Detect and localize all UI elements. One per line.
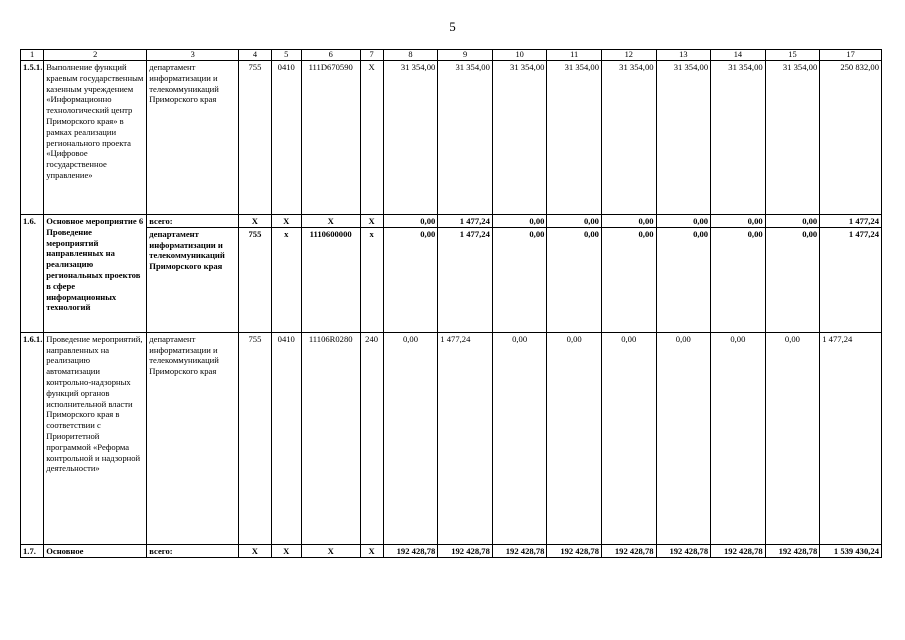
- value-cell: 0,00: [765, 215, 820, 228]
- value-cell: 31 354,00: [383, 61, 438, 215]
- value-cell: 192 428,78: [492, 544, 547, 557]
- grbs-code: Х: [239, 544, 271, 557]
- value-cell: 31 354,00: [711, 61, 766, 215]
- event-name: Основное: [44, 544, 147, 557]
- budget-table: [20, 49, 882, 558]
- vr-code: Х: [360, 61, 383, 215]
- row-number: 1.6.1.: [21, 332, 44, 544]
- rzpr-code: 0410: [271, 332, 301, 544]
- value-cell: 0,00: [383, 227, 438, 332]
- column-header: 4: [239, 50, 271, 61]
- table-row: [21, 61, 882, 215]
- table-header-row: [21, 50, 882, 61]
- csr-code: 1110600000: [301, 227, 360, 332]
- column-header: 12: [601, 50, 656, 61]
- value-cell: 31 354,00: [601, 61, 656, 215]
- total-cell: 1 539 430,24: [820, 544, 882, 557]
- executor: департамент информатизации и телекоммуникаций Приморского края: [147, 61, 239, 215]
- value-cell: 0,00: [547, 215, 602, 228]
- page-number: 5: [449, 19, 456, 34]
- value-cell: 1 477,24: [438, 332, 493, 544]
- total-label: всего:: [147, 544, 239, 557]
- csr-code: Х: [301, 544, 360, 557]
- value-cell: 0,00: [656, 332, 711, 544]
- grbs-code: 755: [239, 332, 271, 544]
- value-cell: 31 354,00: [765, 61, 820, 215]
- column-header: 10: [492, 50, 547, 61]
- table-row: [21, 215, 882, 228]
- value-cell: 31 354,00: [547, 61, 602, 215]
- value-cell: 0,00: [383, 332, 438, 544]
- executor: департамент информатизации и телекоммуникаций Приморского края: [147, 227, 239, 332]
- value-cell: 192 428,78: [383, 544, 438, 557]
- column-header: 8: [383, 50, 438, 61]
- rzpr-code: х: [271, 227, 301, 332]
- table-row: [21, 332, 882, 544]
- column-header: 17: [820, 50, 882, 61]
- value-cell: 0,00: [601, 332, 656, 544]
- rzpr-code: 0410: [271, 61, 301, 215]
- value-cell: 31 354,00: [438, 61, 493, 215]
- event-name: Проведение мероприятий, направленных на реализацию автоматизации контрольно-надзорных функций органов исполнительной власти Приморского края в соответствии с Приоритетной программой «Реформа контрольной и надзорной деятельности»: [44, 332, 147, 544]
- total-cell: 1 477,24: [820, 215, 882, 228]
- value-cell: 0,00: [492, 332, 547, 544]
- value-cell: 0,00: [492, 227, 547, 332]
- total-cell: 250 832,00: [820, 61, 882, 215]
- row-number: 1.7.: [21, 544, 44, 557]
- column-header: 6: [301, 50, 360, 61]
- value-cell: 31 354,00: [492, 61, 547, 215]
- column-header: 2: [44, 50, 147, 61]
- value-cell: 0,00: [547, 332, 602, 544]
- value-cell: 1 477,24: [438, 227, 493, 332]
- value-cell: 0,00: [765, 227, 820, 332]
- value-cell: 0,00: [601, 227, 656, 332]
- value-cell: 192 428,78: [601, 544, 656, 557]
- table-row: [21, 227, 882, 332]
- value-cell: 192 428,78: [438, 544, 493, 557]
- column-header: 5: [271, 50, 301, 61]
- column-header: 1: [21, 50, 44, 61]
- column-header: 3: [147, 50, 239, 61]
- value-cell: 1 477,24: [438, 215, 493, 228]
- column-header: 15: [765, 50, 820, 61]
- vr-code: Х: [360, 215, 383, 228]
- total-cell: 1 477,24: [820, 332, 882, 544]
- table-row: [21, 544, 882, 557]
- value-cell: 0,00: [492, 215, 547, 228]
- total-cell: 1 477,24: [820, 227, 882, 332]
- vr-code: х: [360, 227, 383, 332]
- value-cell: 0,00: [711, 227, 766, 332]
- value-cell: 0,00: [656, 227, 711, 332]
- value-cell: 0,00: [383, 215, 438, 228]
- column-header: 9: [438, 50, 493, 61]
- value-cell: 192 428,78: [547, 544, 602, 557]
- value-cell: 31 354,00: [656, 61, 711, 215]
- value-cell: 0,00: [601, 215, 656, 228]
- event-name: Основное мероприятие 6 Проведение мероприятий направленных на реализацию региональных проектов в сфере информационных технологий: [44, 215, 147, 333]
- value-cell: 192 428,78: [711, 544, 766, 557]
- csr-code: 11106R0280: [301, 332, 360, 544]
- executor: департамент информатизации и телекоммуникаций Приморского края: [147, 332, 239, 544]
- column-header: 13: [656, 50, 711, 61]
- rzpr-code: Х: [271, 215, 301, 228]
- grbs-code: 755: [239, 61, 271, 215]
- row-number: 1.6.: [21, 215, 44, 333]
- value-cell: 192 428,78: [656, 544, 711, 557]
- grbs-code: 755: [239, 227, 271, 332]
- csr-code: 111D670590: [301, 61, 360, 215]
- grbs-code: Х: [239, 215, 271, 228]
- rzpr-code: Х: [271, 544, 301, 557]
- value-cell: 0,00: [765, 332, 820, 544]
- event-name: Выполнение функций краевым государственным казенным учреждением «Информационно технологический центр Приморского края» в рамках реализации регионального проекта «Цифровое государственное управление»: [44, 61, 147, 215]
- value-cell: 0,00: [656, 215, 711, 228]
- column-header: 11: [547, 50, 602, 61]
- value-cell: 0,00: [547, 227, 602, 332]
- value-cell: 0,00: [711, 215, 766, 228]
- column-header: 14: [711, 50, 766, 61]
- column-header: 7: [360, 50, 383, 61]
- row-number: 1.5.1.: [21, 61, 44, 215]
- vr-code: 240: [360, 332, 383, 544]
- csr-code: Х: [301, 215, 360, 228]
- vr-code: Х: [360, 544, 383, 557]
- value-cell: 0,00: [711, 332, 766, 544]
- total-label: всего:: [147, 215, 239, 228]
- value-cell: 192 428,78: [765, 544, 820, 557]
